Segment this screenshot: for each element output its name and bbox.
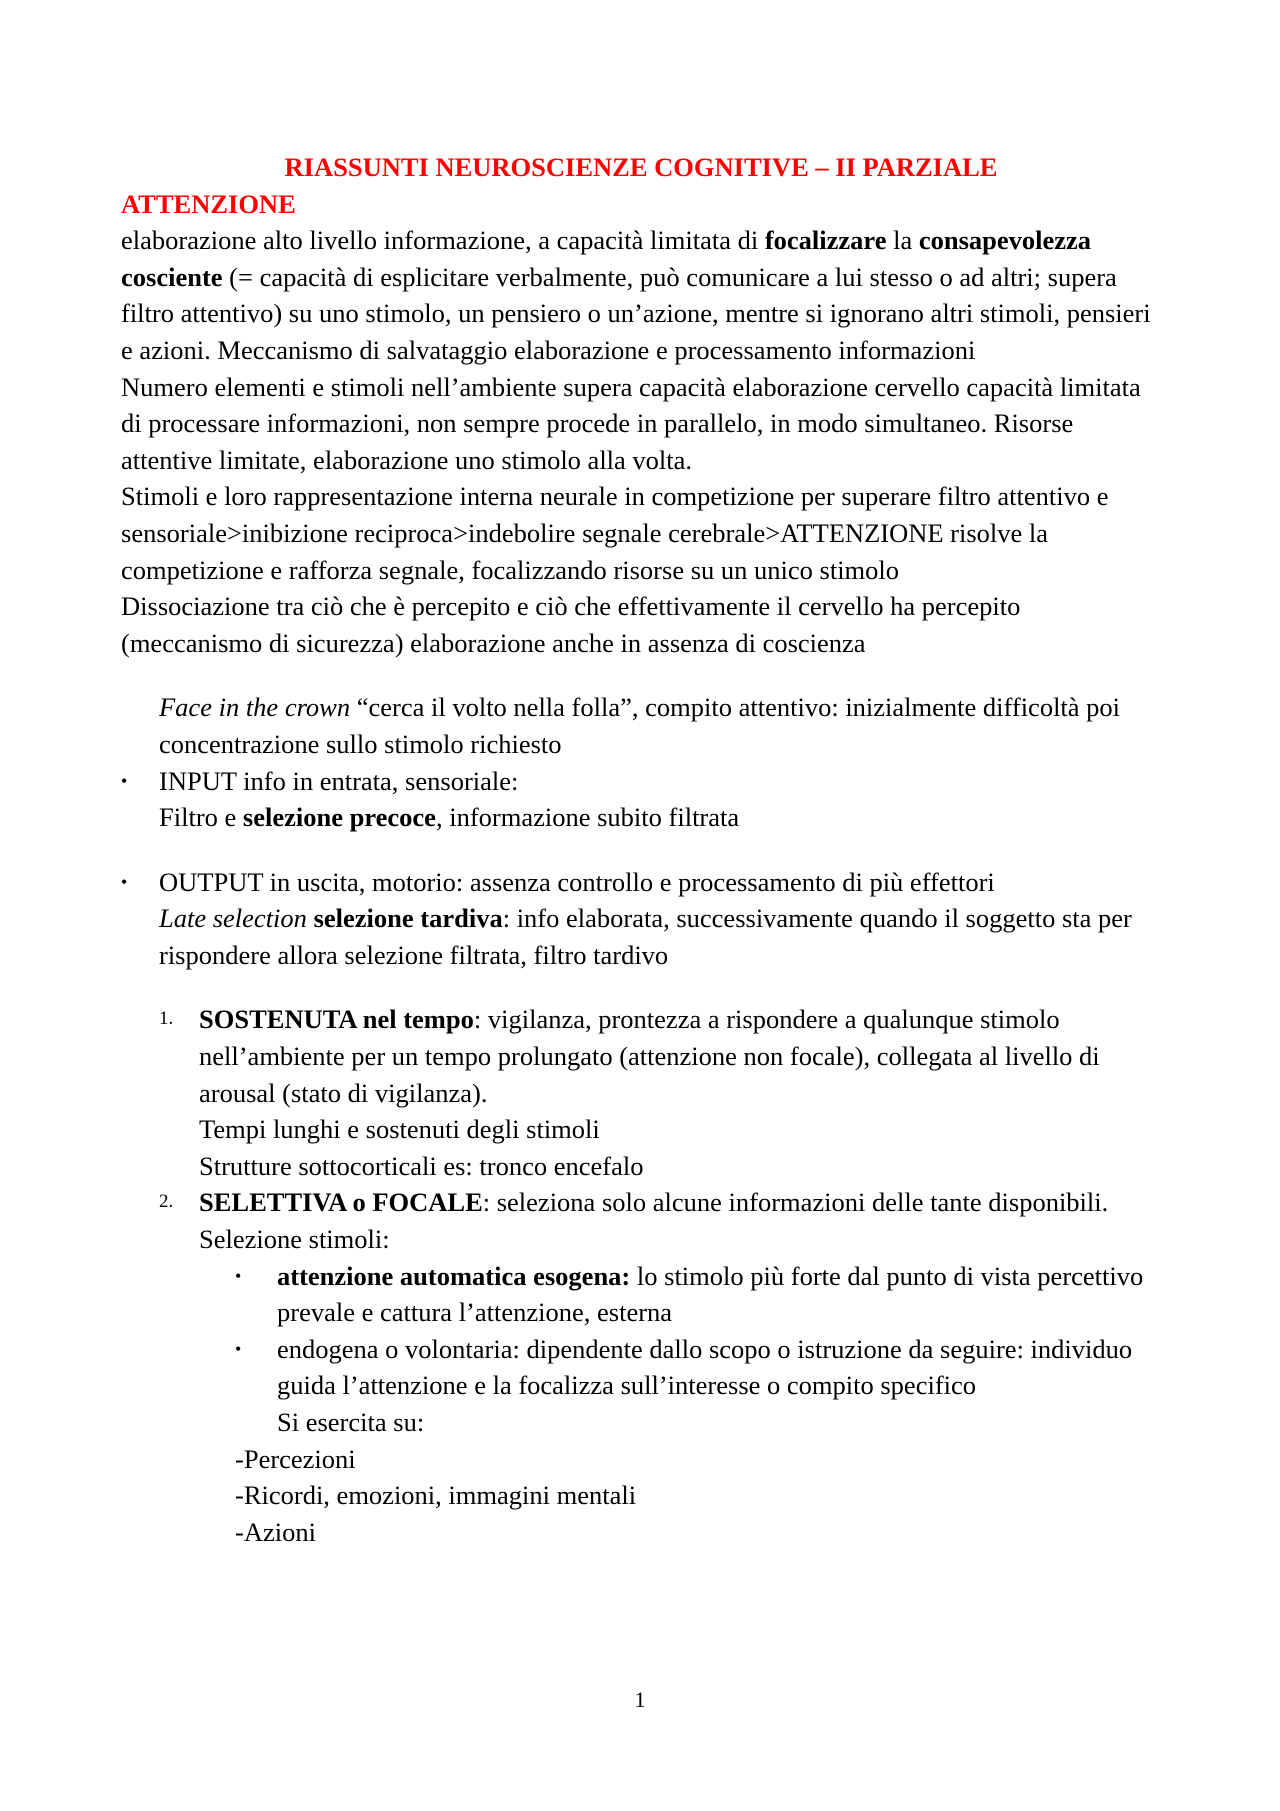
item2-text (199, 1184, 1161, 1257)
input-bold: selezione precoce (242, 802, 436, 833)
sub1-text (277, 1258, 1161, 1331)
list-number-1: 1. (159, 1008, 174, 1030)
output-space (307, 903, 314, 933)
output-line-1: • OUTPUT in uscita, motorio: assenza controllo e processamento di più effettori (159, 866, 995, 897)
document-title: RIASSUNTI NEUROSCIENZE COGNITIVE – II PARZIALE (284, 152, 998, 182)
paragraph-3: Stimoli e loro rappresentazione interna neurale in competizione per superare filtro attentivo e sensoriale>inibizione reciproca>indebolire segnale cerebrale>ATTENZIONE risolve la competizione e rafforza segnale, focalizzando risorse su un unico stimolo (121, 481, 1109, 585)
face-paragraph (121, 689, 1161, 762)
page-number: 1 (634, 1687, 646, 1712)
item2-rest: : seleziona solo alcune informazioni delle tante disponibili. Selezione stimoli: (199, 1187, 1109, 1255)
face-text: “cerca il volto nella folla”, compito attentivo: inizialmente difficoltà poi concentrazione sullo stimolo richiesto (159, 692, 1121, 759)
input-pre: Filtro e (159, 802, 243, 833)
item1-line-2: Tempi lunghi e sostenuti degli stimoli (199, 1114, 600, 1145)
item1-bold: SOSTENUTA nel tempo (199, 1004, 474, 1035)
output-italic: Late selection (159, 903, 307, 934)
sub-bullet-2 (121, 1331, 1161, 1441)
item1-rest: : vigilanza, prontezza a rispondere a qualunque stimolo nell’ambiente per un tempo prolungato (attenzione non focale), collegata al livello di arousal (stato di vigilanza). (199, 1004, 1100, 1108)
paragraph-2: Numero elementi e stimoli nell’ambiente supera capacità elaborazione cervello capacità limitata di processare informazioni, non sempre procede in parallelo, in modo simultaneo. Risorse attentive limitate, elaborazione uno stimolo alla volta. (121, 371, 1141, 475)
item1-text (199, 1001, 1161, 1111)
face-italic: Face in the crown (159, 692, 351, 723)
intro-text-2: la (886, 225, 919, 256)
list-number-2: 2. (159, 1191, 174, 1213)
intro-paragraph (121, 222, 1161, 368)
input-line-2 (159, 799, 1161, 836)
sub2-line: Si esercita su: (277, 1407, 425, 1437)
list-item-2 (121, 1184, 1161, 1257)
sub1-rest: lo stimolo più forte dal punto di vista percettivo prevale e cattura l’attenzione, esterna (277, 1260, 1144, 1328)
item2-bold: SELETTIVA o FOCALE (199, 1187, 483, 1218)
document-page (121, 149, 1161, 1550)
intro-bold-1: focalizzare (764, 225, 887, 256)
bullet-icon: • (235, 1265, 242, 1286)
intro-text-1: elaborazione alto livello informazione, a capacità limitata di (121, 225, 765, 256)
dash-item-3: -Azioni (235, 1516, 316, 1547)
dash-item-2: -Ricordi, emozioni, immagini mentali (235, 1480, 637, 1511)
paragraph-4: Dissociazione tra ciò che è percepito e ciò che effettivamente il cervello ha percepito (meccanismo di sicurezza) elaborazione anche in assenza di coscienza (121, 591, 1021, 658)
input-line-1: • INPUT info in entrata, sensoriale: (159, 765, 519, 796)
input-post: , informazione subito filtrata (435, 802, 740, 833)
list-item-1 (121, 1001, 1161, 1184)
section-heading: ATTENZIONE (121, 188, 296, 219)
intro-text-3: (= capacità di esplicitare verbalmente, può comunicare a lui stesso o ad altri; supera filtro attentivo) su uno stimolo, un pensiero o un’azione, mentre si ignorano altri stimoli, pensieri e azioni. Meccanismo di salvataggio elaborazione e processamento informazioni (121, 261, 1151, 365)
input-bullet (121, 763, 1161, 836)
sub-bullet-1 (121, 1258, 1161, 1331)
output-post: : info elaborata, successivamente quando il soggetto sta per rispondere allora selezione filtrata, filtro tardivo (159, 903, 1132, 970)
sub1-bold: attenzione automatica esogena: (277, 1260, 631, 1291)
item1-line-3: Strutture sottocorticali es: tronco encefalo (199, 1150, 644, 1181)
output-bullet (121, 864, 1161, 974)
sub2-text: endogena o volontaria: dipendente dallo scopo o istruzione da seguire: individuo guida l’attenzione e la focalizza sull’interesse o compito specifico (277, 1333, 1133, 1401)
output-line-2 (159, 900, 1161, 973)
intro-bold-2: consapevolezza cosciente (121, 225, 1092, 292)
bullet-icon: • (235, 1338, 242, 1359)
output-bold: selezione tardiva (313, 903, 503, 934)
dash-item-1: -Percezioni (235, 1443, 356, 1474)
